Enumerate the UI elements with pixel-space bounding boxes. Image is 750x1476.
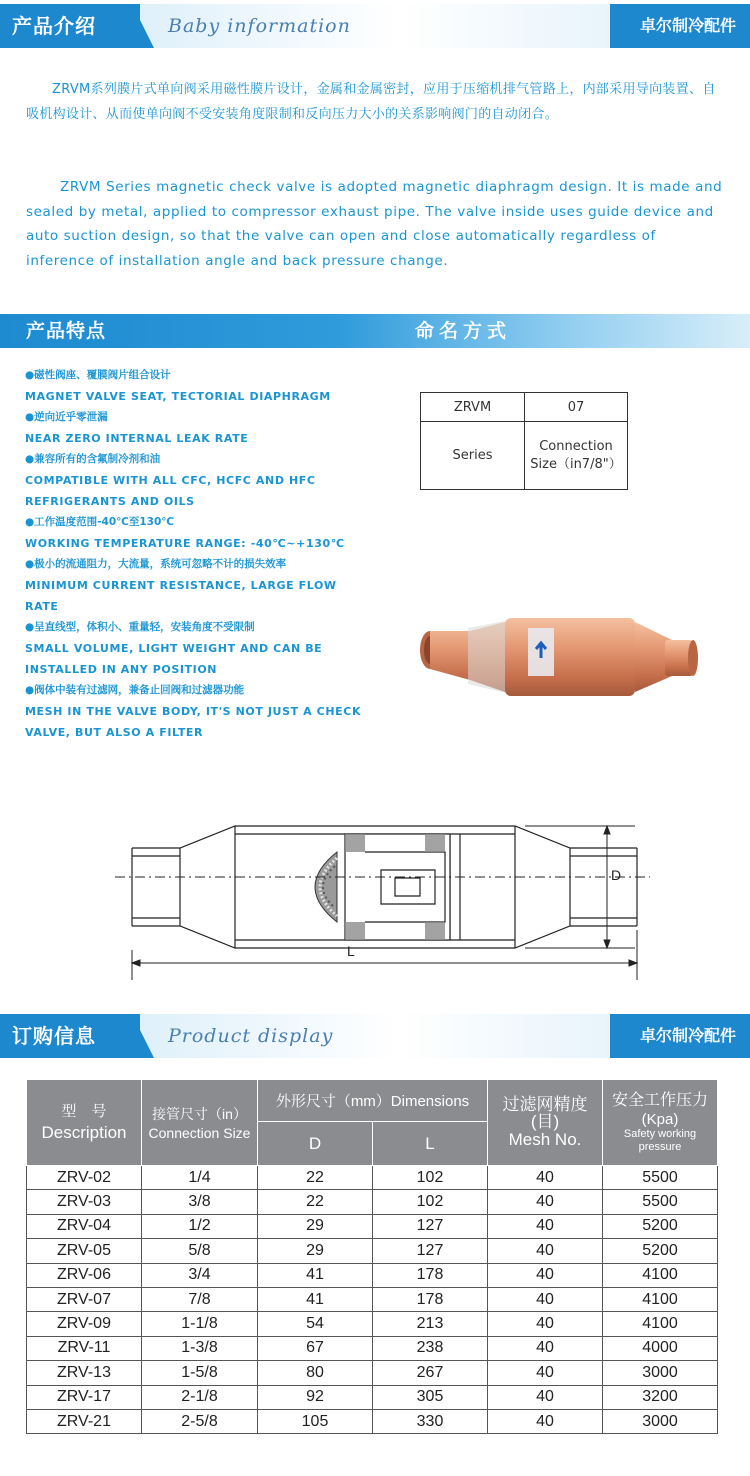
cell-model: ZRV-11 [27,1336,142,1360]
cell-model: ZRV-02 [27,1166,142,1190]
naming-code: ZRVM [421,393,525,422]
naming-series: Series [421,422,525,490]
dimension-d-label: D [611,867,622,883]
header-connection-en: Connection Size [148,1124,251,1141]
header-dimensions: 外形尺寸（mm）Dimensions [258,1080,488,1122]
cell-connection: 3/8 [142,1190,258,1214]
cell-l: 102 [373,1166,488,1190]
feature-en: MINIMUM CURRENT RESISTANCE, LARGE FLOW RATE [25,579,337,613]
feature-en: MAGNET VALVE SEAT, TECTORIAL DIAPHRAGM [25,390,331,403]
naming-connection-label: Connection [539,438,613,454]
intro-banner [0,4,750,48]
cell-connection: 7/8 [142,1287,258,1311]
feature-cn: ●工作温度范围-40℃至130℃ [25,516,174,528]
cell-pressure: 5500 [603,1166,718,1190]
feature-cn: ●磁性阀座、覆膜阀片组合设计 [25,369,171,381]
cell-pressure: 3000 [603,1361,718,1385]
cell-connection: 1/4 [142,1166,258,1190]
intro-banner-subtitle: Baby information [168,15,351,37]
cell-model: ZRV-03 [27,1190,142,1214]
cell-model: ZRV-04 [27,1214,142,1238]
feature-item [25,512,385,554]
cell-l: 213 [373,1312,488,1336]
cell-l: 267 [373,1361,488,1385]
features-band [0,314,750,348]
table-row [27,1336,718,1360]
intro-text-cn: ZRVM系列膜片式单向阀采用磁性膜片设计，金属和金属密封，应用于压缩机排气管路上，内部采用导向装置、自吸机构设计、从而使单向阀不受安装角度限制和反向压力大小的关系影响阀门的自动闭合。 [26,82,716,122]
header-model-cn: 型 号 [61,1102,107,1120]
features-title: 产品特点 [26,320,107,342]
cell-d: 22 [258,1190,373,1214]
spec-table [26,1079,718,1434]
header-pressure [603,1080,718,1166]
cell-mesh: 40 [488,1214,603,1238]
table-row [27,1214,718,1238]
header-mesh [488,1080,603,1166]
cell-model: ZRV-07 [27,1287,142,1311]
feature-en: MESH IN THE VALVE BODY, IT'S NOT JUST A CHECK VALVE, BUT ALSO A FILTER [25,705,362,739]
cell-connection: 3/4 [142,1263,258,1287]
feature-item [25,617,385,680]
cell-connection: 1-3/8 [142,1336,258,1360]
cell-connection: 1/2 [142,1214,258,1238]
cell-d: 29 [258,1214,373,1238]
cell-d: 22 [258,1166,373,1190]
header-mesh-cn: 过滤网精度 [502,1095,588,1114]
header-pressure-en: Safety working pressure [623,1128,697,1153]
naming-number: 07 [525,393,628,422]
table-row [27,1385,718,1409]
cell-d: 105 [258,1409,373,1433]
cell-pressure: 3200 [603,1385,718,1409]
table-row [27,1263,718,1287]
cell-pressure: 4100 [603,1312,718,1336]
intro-banner-brand: 卓尔制冷配件 [639,16,736,35]
cell-l: 330 [373,1409,488,1433]
cell-connection: 1-5/8 [142,1361,258,1385]
cell-pressure: 5200 [603,1239,718,1263]
cell-connection: 1-1/8 [142,1312,258,1336]
feature-item [25,365,385,407]
cell-model: ZRV-05 [27,1239,142,1263]
order-banner-subtitle: Product display [168,1025,334,1047]
order-banner [0,1014,750,1058]
cell-l: 127 [373,1214,488,1238]
cell-d: 92 [258,1385,373,1409]
spec-table-body [27,1166,718,1434]
naming-title: 命名方式 [415,320,512,342]
valve-dimension-drawing [95,800,655,995]
feature-en: WORKING TEMPERATURE RANGE: -40℃~+130℃ [25,537,345,550]
cell-connection: 5/8 [142,1239,258,1263]
cell-pressure: 4100 [603,1287,718,1311]
feature-cn: ●阀体中装有过滤网，兼备止回阀和过滤器功能 [25,684,245,696]
cell-pressure: 3000 [603,1409,718,1433]
cell-mesh: 40 [488,1166,603,1190]
table-row [27,1239,718,1263]
cell-mesh: 40 [488,1190,603,1214]
feature-item [25,680,385,743]
feature-en: COMPATIBLE WITH ALL CFC, HCFC AND HFC REFRIGERANTS AND OILS [25,474,316,508]
intro-banner-title: 产品介绍 [12,14,96,38]
mesh-filter-dome [315,852,337,922]
cell-connection: 2-5/8 [142,1409,258,1433]
dimension-l-label: L [347,943,355,959]
cell-pressure: 4000 [603,1336,718,1360]
cell-pressure: 4100 [603,1263,718,1287]
cell-pressure: 5200 [603,1214,718,1238]
header-l: L [373,1122,488,1166]
cell-mesh: 40 [488,1239,603,1263]
cell-l: 305 [373,1385,488,1409]
table-row [27,1312,718,1336]
cell-mesh: 40 [488,1336,603,1360]
feature-cn: ●极小的流通阻力，大流量，系统可忽略不计的损失效率 [25,558,287,570]
header-connection-cn: 接管尺寸（in） [152,1105,247,1122]
cell-model: ZRV-17 [27,1385,142,1409]
cell-model: ZRV-21 [27,1409,142,1433]
feature-en: NEAR ZERO INTERNAL LEAK RATE [25,432,249,445]
cell-mesh: 40 [488,1385,603,1409]
cell-mesh: 40 [488,1263,603,1287]
cell-model: ZRV-06 [27,1263,142,1287]
cell-d: 41 [258,1287,373,1311]
feature-cn: ●呈直线型，体积小、重量轻，安装角度不受限制 [25,621,255,633]
valve-product-image [410,600,710,710]
header-pressure-unit: (Kpa) [641,1111,679,1128]
feature-en: SMALL VOLUME, LIGHT WEIGHT AND CAN BE INSTALLED IN ANY POSITION [25,642,323,676]
cell-mesh: 40 [488,1409,603,1433]
cell-l: 178 [373,1287,488,1311]
table-row [27,1190,718,1214]
cell-model: ZRV-13 [27,1361,142,1385]
order-banner-title: 订购信息 [12,1024,96,1048]
table-row [27,1287,718,1311]
header-d: D [258,1122,373,1166]
cell-l: 127 [373,1239,488,1263]
header-pressure-cn: 安全工作压力 [611,1092,708,1109]
intro-text-en: ZRVM Series magnetic check valve is adopted magnetic diaphragm design. It is made and sealed by metal, applied to compressor exhaust pipe. The valve inside uses guide device and auto suction design, so that the valve can open and close automatically regardless of inference of installation angle and back pressure change. [26,179,723,269]
cell-pressure: 5500 [603,1190,718,1214]
table-row [27,1361,718,1385]
feature-cn: ●兼容所有的含氟制冷剂和油 [25,453,161,465]
cell-mesh: 40 [488,1312,603,1336]
cell-d: 67 [258,1336,373,1360]
feature-item [25,407,385,449]
cell-l: 238 [373,1336,488,1360]
naming-connection-size: Size（in7/8"） [530,456,622,472]
header-model-en: Description [41,1122,127,1142]
cell-model: ZRV-09 [27,1312,142,1336]
cell-mesh: 40 [488,1287,603,1311]
cell-mesh: 40 [488,1361,603,1385]
naming-table [420,392,628,490]
feature-item [25,449,385,512]
header-connection [142,1080,258,1166]
cell-d: 41 [258,1263,373,1287]
naming-connection [525,422,628,490]
table-row [27,1409,718,1433]
cell-d: 80 [258,1361,373,1385]
order-banner-brand: 卓尔制冷配件 [639,1026,736,1045]
header-mesh-unit: (目) [530,1112,560,1131]
feature-list [25,365,385,743]
cell-d: 29 [258,1239,373,1263]
header-mesh-en: Mesh No. [508,1130,582,1149]
cell-connection: 2-1/8 [142,1385,258,1409]
cell-d: 54 [258,1312,373,1336]
table-row [27,1166,718,1190]
header-model [27,1080,142,1166]
feature-item [25,554,385,617]
cell-l: 102 [373,1190,488,1214]
feature-cn: ●逆向近乎零泄漏 [25,411,108,423]
cell-l: 178 [373,1263,488,1287]
